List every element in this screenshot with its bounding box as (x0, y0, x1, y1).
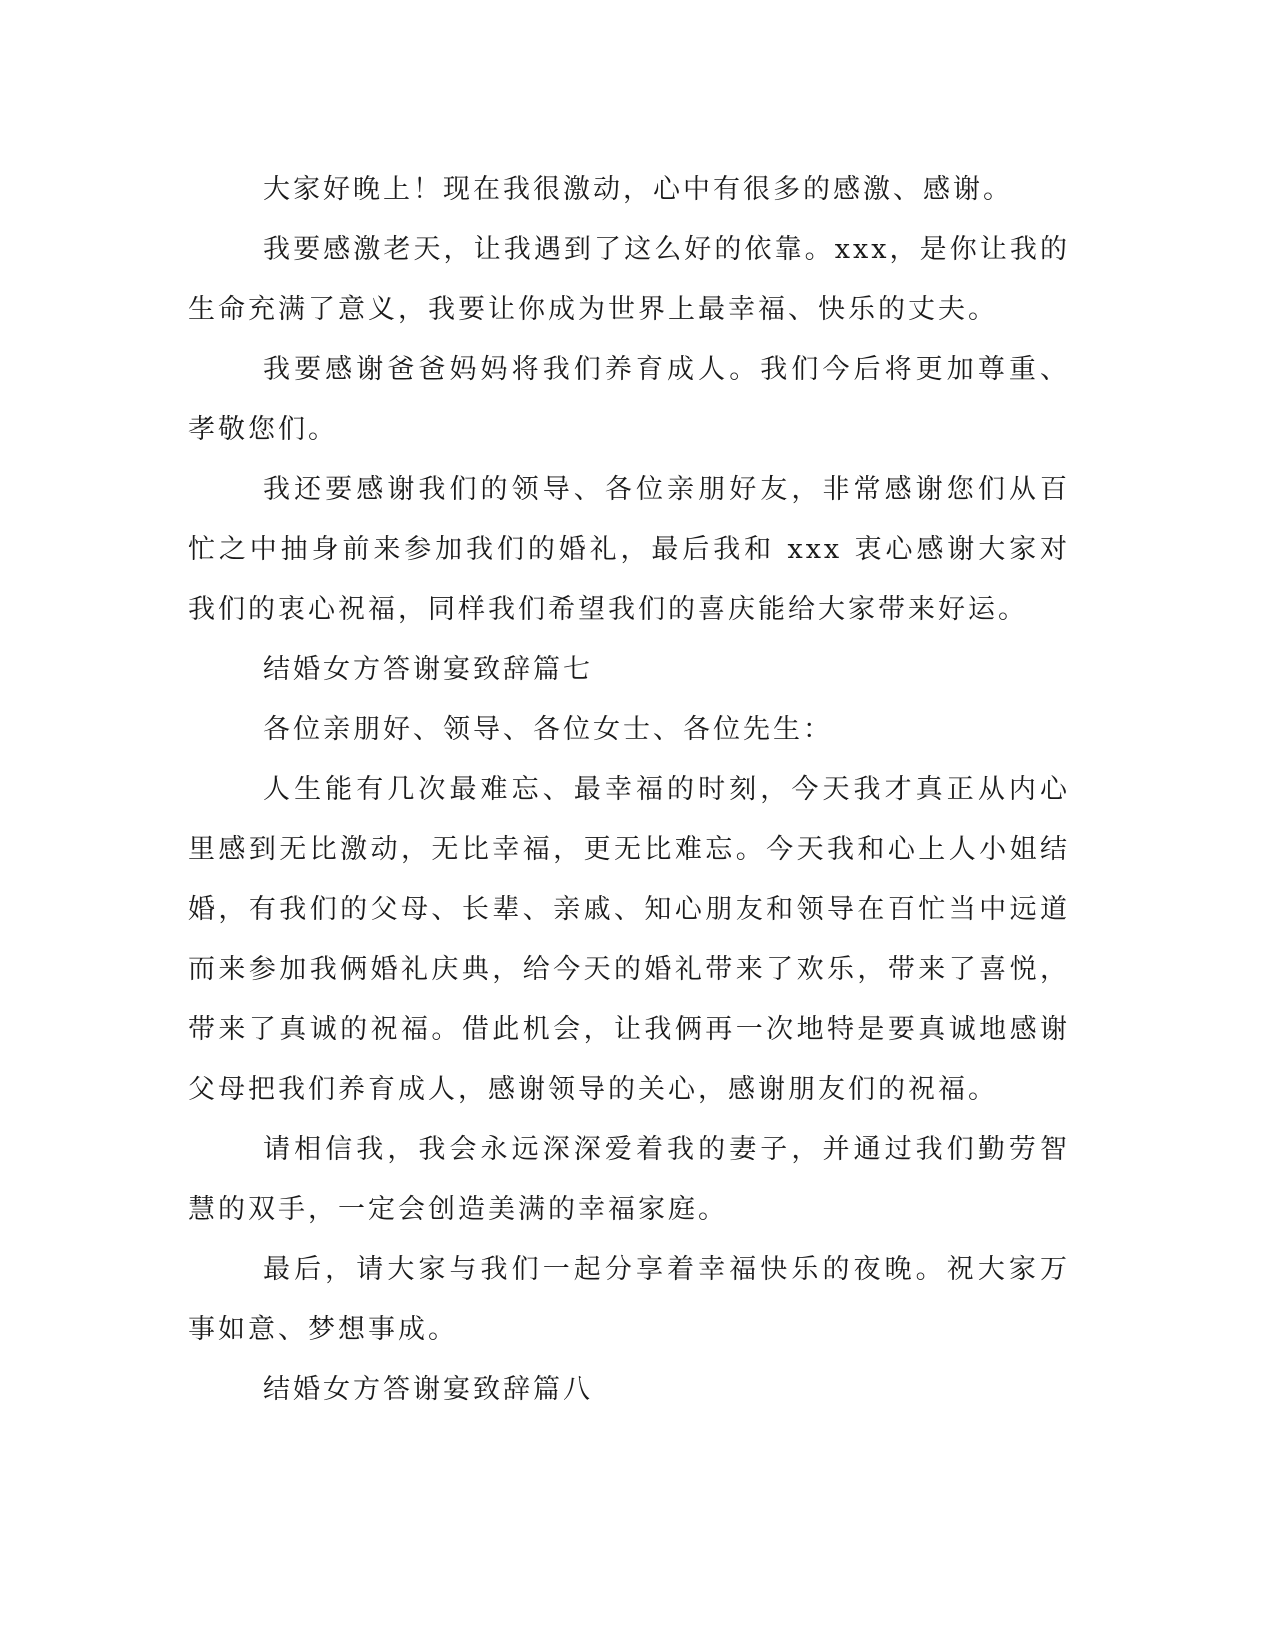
section-heading-seven: 结婚女方答谢宴致辞篇七 (263, 654, 593, 685)
paragraph-memorable-moment: 人生能有几次最难忘、最幸福的时刻，今天我才真正从内心里感到无比激动，无比幸福，更无比难忘。今天我和心上人小姐结婚，有我们的父母、长辈、亲戚、知心朋友和领导在百忙当中远道而来参加我俩婚礼庆典，给今天的婚礼带来了欢乐，带来了喜悦，带来了真诚的祝福。借此机会，让我俩再一次地特是要真诚地感谢父母把我们养育成人，感谢领导的关心，感谢朋友们的祝福。 (188, 774, 1070, 1105)
paragraph-greeting: 大家好晚上！现在我很激动，心中有很多的感激、感谢。 (263, 174, 1013, 205)
paragraph-thanks-parents: 我要感谢爸爸妈妈将我们养育成人。我们今后将更加尊重、孝敬您们。 (188, 354, 1070, 445)
paragraph-salutation: 各位亲朋好、领导、各位女士、各位先生： (263, 714, 833, 745)
paragraph-promise: 请相信我，我会永远深深爱着我的妻子，并通过我们勤劳智慧的双手，一定会创造美满的幸福家庭。 (188, 1134, 1070, 1225)
document-body (188, 160, 1070, 1420)
paragraph-thanks-heaven: 我要感激老天，让我遇到了这么好的依靠。xxx，是你让我的生命充满了意义，我要让你成为世界上最幸福、快乐的丈夫。 (188, 234, 1070, 325)
paragraph-thanks-guests: 我还要感谢我们的领导、各位亲朋好友，非常感谢您们从百忙之中抽身前来参加我们的婚礼，最后我和 xxx 衷心感谢大家对我们的衷心祝福，同样我们希望我们的喜庆能给大家带来好运。 (188, 474, 1070, 625)
paragraph-closing: 最后，请大家与我们一起分享着幸福快乐的夜晚。祝大家万事如意、梦想事成。 (188, 1254, 1070, 1345)
section-heading-eight: 结婚女方答谢宴致辞篇八 (263, 1374, 593, 1405)
